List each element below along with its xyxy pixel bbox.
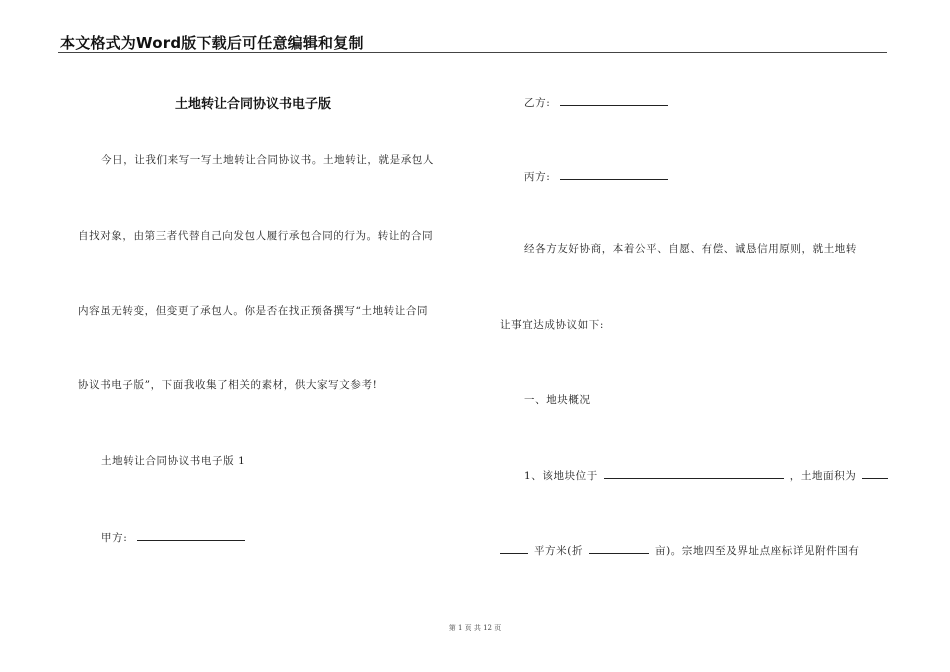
contract-subtitle: 土地转让合同协议书电子版 1 <box>101 455 246 467</box>
section-heading-land-overview: 一、地块概况 <box>524 394 591 406</box>
land-location-blank[interactable] <box>604 467 784 479</box>
land-area-blank-end[interactable] <box>500 542 528 554</box>
item-1-area-row <box>500 542 859 558</box>
party-a-row <box>101 529 247 545</box>
party-c-label: 丙方: <box>524 171 551 183</box>
item-1-location-label: 1、该地块位于 <box>524 470 598 482</box>
party-c-blank[interactable] <box>560 168 668 180</box>
square-meters-label: 平方米(折 <box>533 545 584 557</box>
party-a-blank[interactable] <box>137 529 245 541</box>
party-b-row <box>524 94 670 110</box>
item-1-boundary-text: 亩)。宗地四至及界址点座标详见附件国有 <box>654 545 860 557</box>
right-paragraph-line-2: 让事宜达成协议如下: <box>500 319 605 331</box>
party-b-blank[interactable] <box>560 94 668 106</box>
page-number: 第 1 页 共 12 页 <box>448 624 502 632</box>
header-title: 本文格式为Word版下载后可任意编辑和复制 <box>60 34 364 52</box>
party-b-label: 乙方: <box>524 97 551 109</box>
right-paragraph-line-1: 经各方友好协商，本着公平、自愿、有偿、诚恳信用原则，就土地转 <box>524 243 857 255</box>
land-area-blank-start[interactable] <box>862 467 888 479</box>
party-a-label: 甲方: <box>101 532 128 544</box>
left-paragraph-line-1: 今日，让我们来写一写土地转让合同协议书。土地转让，就是承包人 <box>101 154 434 166</box>
header-divider <box>58 52 887 53</box>
left-paragraph-line-2: 自找对象，由第三者代替自己向发包人履行承包合同的行为。转让的合同 <box>78 230 434 242</box>
item-1-location-row <box>524 467 890 483</box>
party-c-row <box>524 168 670 184</box>
left-paragraph-line-4: 协议书电子版”，下面我收集了相关的素材，供大家写文参考! <box>78 379 378 391</box>
document-title: 土地转让合同协议书电子版 <box>175 97 332 112</box>
item-1-area-label: ，土地面积为 <box>789 470 857 482</box>
mu-blank[interactable] <box>589 542 649 554</box>
left-paragraph-line-3: 内容虽无转变，但变更了承包人。你是否在找正预备撰写“土地转让合同 <box>78 305 429 317</box>
